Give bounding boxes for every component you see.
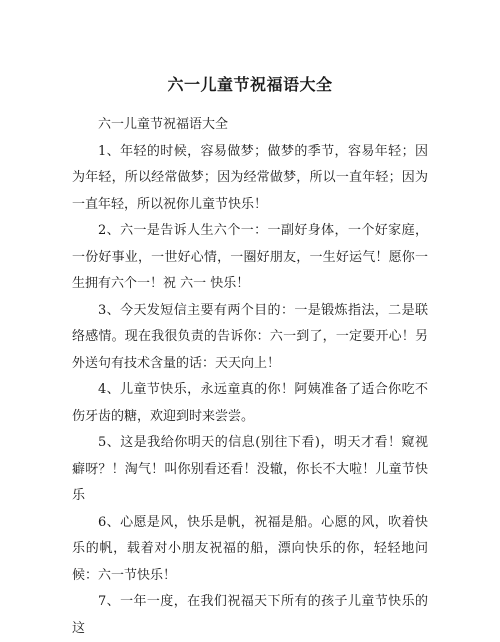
paragraph-3: 3、今天发短信主要有两个目的：一是锻炼指法，二是联络感情。现在我很负责的告诉你：六一到了，一定要开心！另外送句有技术含量的话：天天向上！ (72, 302, 428, 371)
paragraph-4: 4、儿童节快乐，永远童真的你！阿姨准备了适合你吃不伤牙齿的糖，欢迎到时来尝尝。 (72, 382, 428, 424)
paragraph-2: 2、六一是告诉人生六个一：一副好身体，一个好家庭，一份好事业，一世好心情，一圈好朋友，一生好运气！愿你一生拥有六个一！祝 六一 快乐！ (72, 223, 428, 291)
paragraph-7: 7、一年一度，在我们祝福天下所有的孩子儿童节快乐的这 (72, 594, 428, 636)
paragraph-1: 1、年轻的时候，容易做梦；做梦的季节，容易年轻；因为年轻，所以经常做梦；因为经常做梦，所以一直年轻；因为一直年轻，所以祝你儿童节快乐！ (72, 143, 428, 212)
paragraph-subtitle: 六一儿童节祝福语大全 (98, 117, 229, 132)
document-body (72, 112, 428, 636)
paragraph-6: 6、心愿是风，快乐是帆，祝福是船。心愿的风，吹着快乐的帆，载着对小朋友祝福的船，漂向快乐的你，轻轻地问候：六一节快乐！ (72, 514, 428, 583)
paragraph-5: 5、这是我给你明天的信息(别往下看)，明天才看！窥视癖呀？！淘气！叫你别看还看！没辙，你长不大啦！儿童节快乐 (72, 435, 428, 503)
document-title: 六一儿童节祝福语大全 (167, 75, 333, 94)
